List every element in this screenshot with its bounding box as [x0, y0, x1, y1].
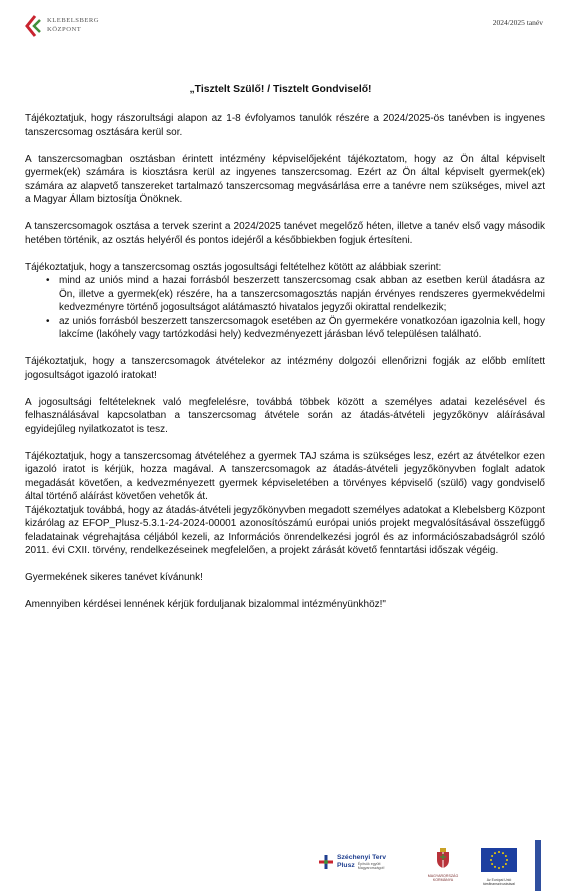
chevron-logo-icon — [24, 14, 42, 38]
eu-line-2: társfinanszírozásával — [483, 882, 515, 886]
government-logo — [420, 848, 466, 882]
letter-title: „Tisztelt Szülő! / Tisztelt Gondviselő! — [189, 84, 372, 95]
szechenyi-slogan-2: Magyarországot! — [357, 865, 385, 870]
paragraph-taj: Tájékoztatjuk, hogy a tanszercsomag átvételéhez a gyermek TAJ száma is szükséges lesz, ezért az átvételkor ezen igazoló iratot is kérjük, hozza magával. A tanszercsomagok az átadás-átvételi jegyzőkönyvben foglalt adatok megadását követően, a kedvezményezett gyermek képviseletében a törvényes képviselő (szülő) vagy gondviselő által történő aláírást követően vehetők át. — [25, 450, 545, 502]
page-footer — [0, 840, 561, 891]
paragraph-package-info: A tanszercsomagban osztásban érintett intézmény képviselőjeként tájékoztatom, hogy az Ön által képviselt gyermek(ek) számára is kiosztásra kerül az ingyenes tanszercsomag. Ezért az Ön által képviselt gyermek(ek) számára az alapvető tanszereket tartalmazó tanszercsomag megvásárlása erre a tanévre nem szükséges, mivel azt a Magyar Állam biztosítja Önöknek. — [25, 153, 545, 205]
klebelsberg-logo — [24, 14, 99, 38]
logo-line-2: KÖZPONT — [47, 26, 82, 33]
coat-of-arms-icon — [436, 848, 450, 868]
list-item: • mind az uniós mind a hazai forrásból beszerzett tanszercsomag csak abban az esetben kerül átadásra az Ön, illetve a gyermek(ek) részére, ha a tanszercsomagosztás napján érvényes rendszeres gyermekvédelmi kedvezményre történő jogosultságot alátámasztó hivatalos jegyzői okirattal rendelkezik; — [59, 274, 545, 315]
government-line-2: KORMÁNYA — [432, 878, 454, 883]
letter-body — [25, 112, 545, 612]
paragraph-wishes: Gyermekének sikeres tanévet kívánunk! — [25, 572, 203, 583]
eu-line-1: Az Európai Unió — [486, 878, 512, 882]
school-year-label: 2024/2025 tanév — [492, 18, 543, 27]
paragraph-document-check: Tájékoztatjuk, hogy a tanszercsomagok átvételekor az intézmény dolgozói ellenőrizni fogják az előbb említett jogosultságot igazoló iratokat! — [25, 356, 545, 381]
page-header — [24, 14, 543, 44]
logo-line-1: KLEBELSBERG — [47, 17, 100, 24]
eligibility-list — [25, 274, 545, 342]
szechenyi-terv-logo — [318, 854, 386, 870]
szechenyi-line-1: Széchenyi Terv — [337, 854, 386, 861]
szechenyi-star-icon — [318, 854, 334, 870]
list-item: • az uniós forrásból beszerzett tanszercsomagok esetében az Ön gyermekére vonatkozóan igazolnia kell, hogy lakcíme (lakóhely vagy tartózkodási hely) kedvezményezett járásban lévő településen található. — [59, 315, 545, 342]
szechenyi-line-2: Plusz — [337, 861, 355, 869]
eu-flag-icon — [481, 848, 517, 872]
footer-accent-bar — [535, 840, 541, 891]
paragraph-closing: Amennyiben kérdései lennének kérjük forduljanak bizalommal intézményünkhöz!" — [25, 599, 386, 610]
szechenyi-slogan-1: Építsük együtt — [357, 861, 381, 866]
eu-logo — [474, 848, 524, 886]
paragraph-schedule: A tanszercsomagok osztása a tervek szerint a 2024/2025 tanévet megelőző héten, illetve a tanév első vagy második hetében történik, az osztás helyéről és pontos idejéről a későbbiekben fogjuk értesíteni. — [25, 221, 545, 246]
paragraph-data-protection: Tájékoztatjuk továbbá, hogy az átadás-átvételi jegyzőkönyvben megadott személyes adatokat a Klebelsberg Központ kizárólag az EFOP_Plusz-5.3.1-24-2024-00001 azonosítószámú európai uniós projekt megvalósításával összefüggő feladatainak végrehajtása céljából kezeli, az Információs önrendelkezési jogról és az információszabadságról szóló 2011. évi CXII. törvény, rendelkezéseinek megfelelően, a projekt zárását követő fenntartási időszak végéig. — [25, 504, 545, 556]
government-line-1: MAGYARORSZÁG — [427, 874, 459, 878]
paragraph-intro: Tájékoztatjuk, hogy rászorultsági alapon az 1-8 évfolyamos tanulók részére a 2024/2025-ös tanévben is ingyenes tanszercsomag osztására kerül sor. — [25, 113, 545, 138]
paragraph-declaration: A jogosultsági feltételeknek való megfelelésre, továbbá többek között a személyes adatai kezelésével és felhasználásával kapcsolatban a tanszercsomag átvétele során az átadás-átvételi jegyzőkönyv aláírásával egyidejűleg nyilatkozatot is tesz. — [25, 396, 545, 435]
paragraph-eligibility: Tájékoztatjuk, hogy a tanszercsomag osztás jogosultsági feltételhez kötött az alábbiak szerint: — [25, 261, 442, 273]
